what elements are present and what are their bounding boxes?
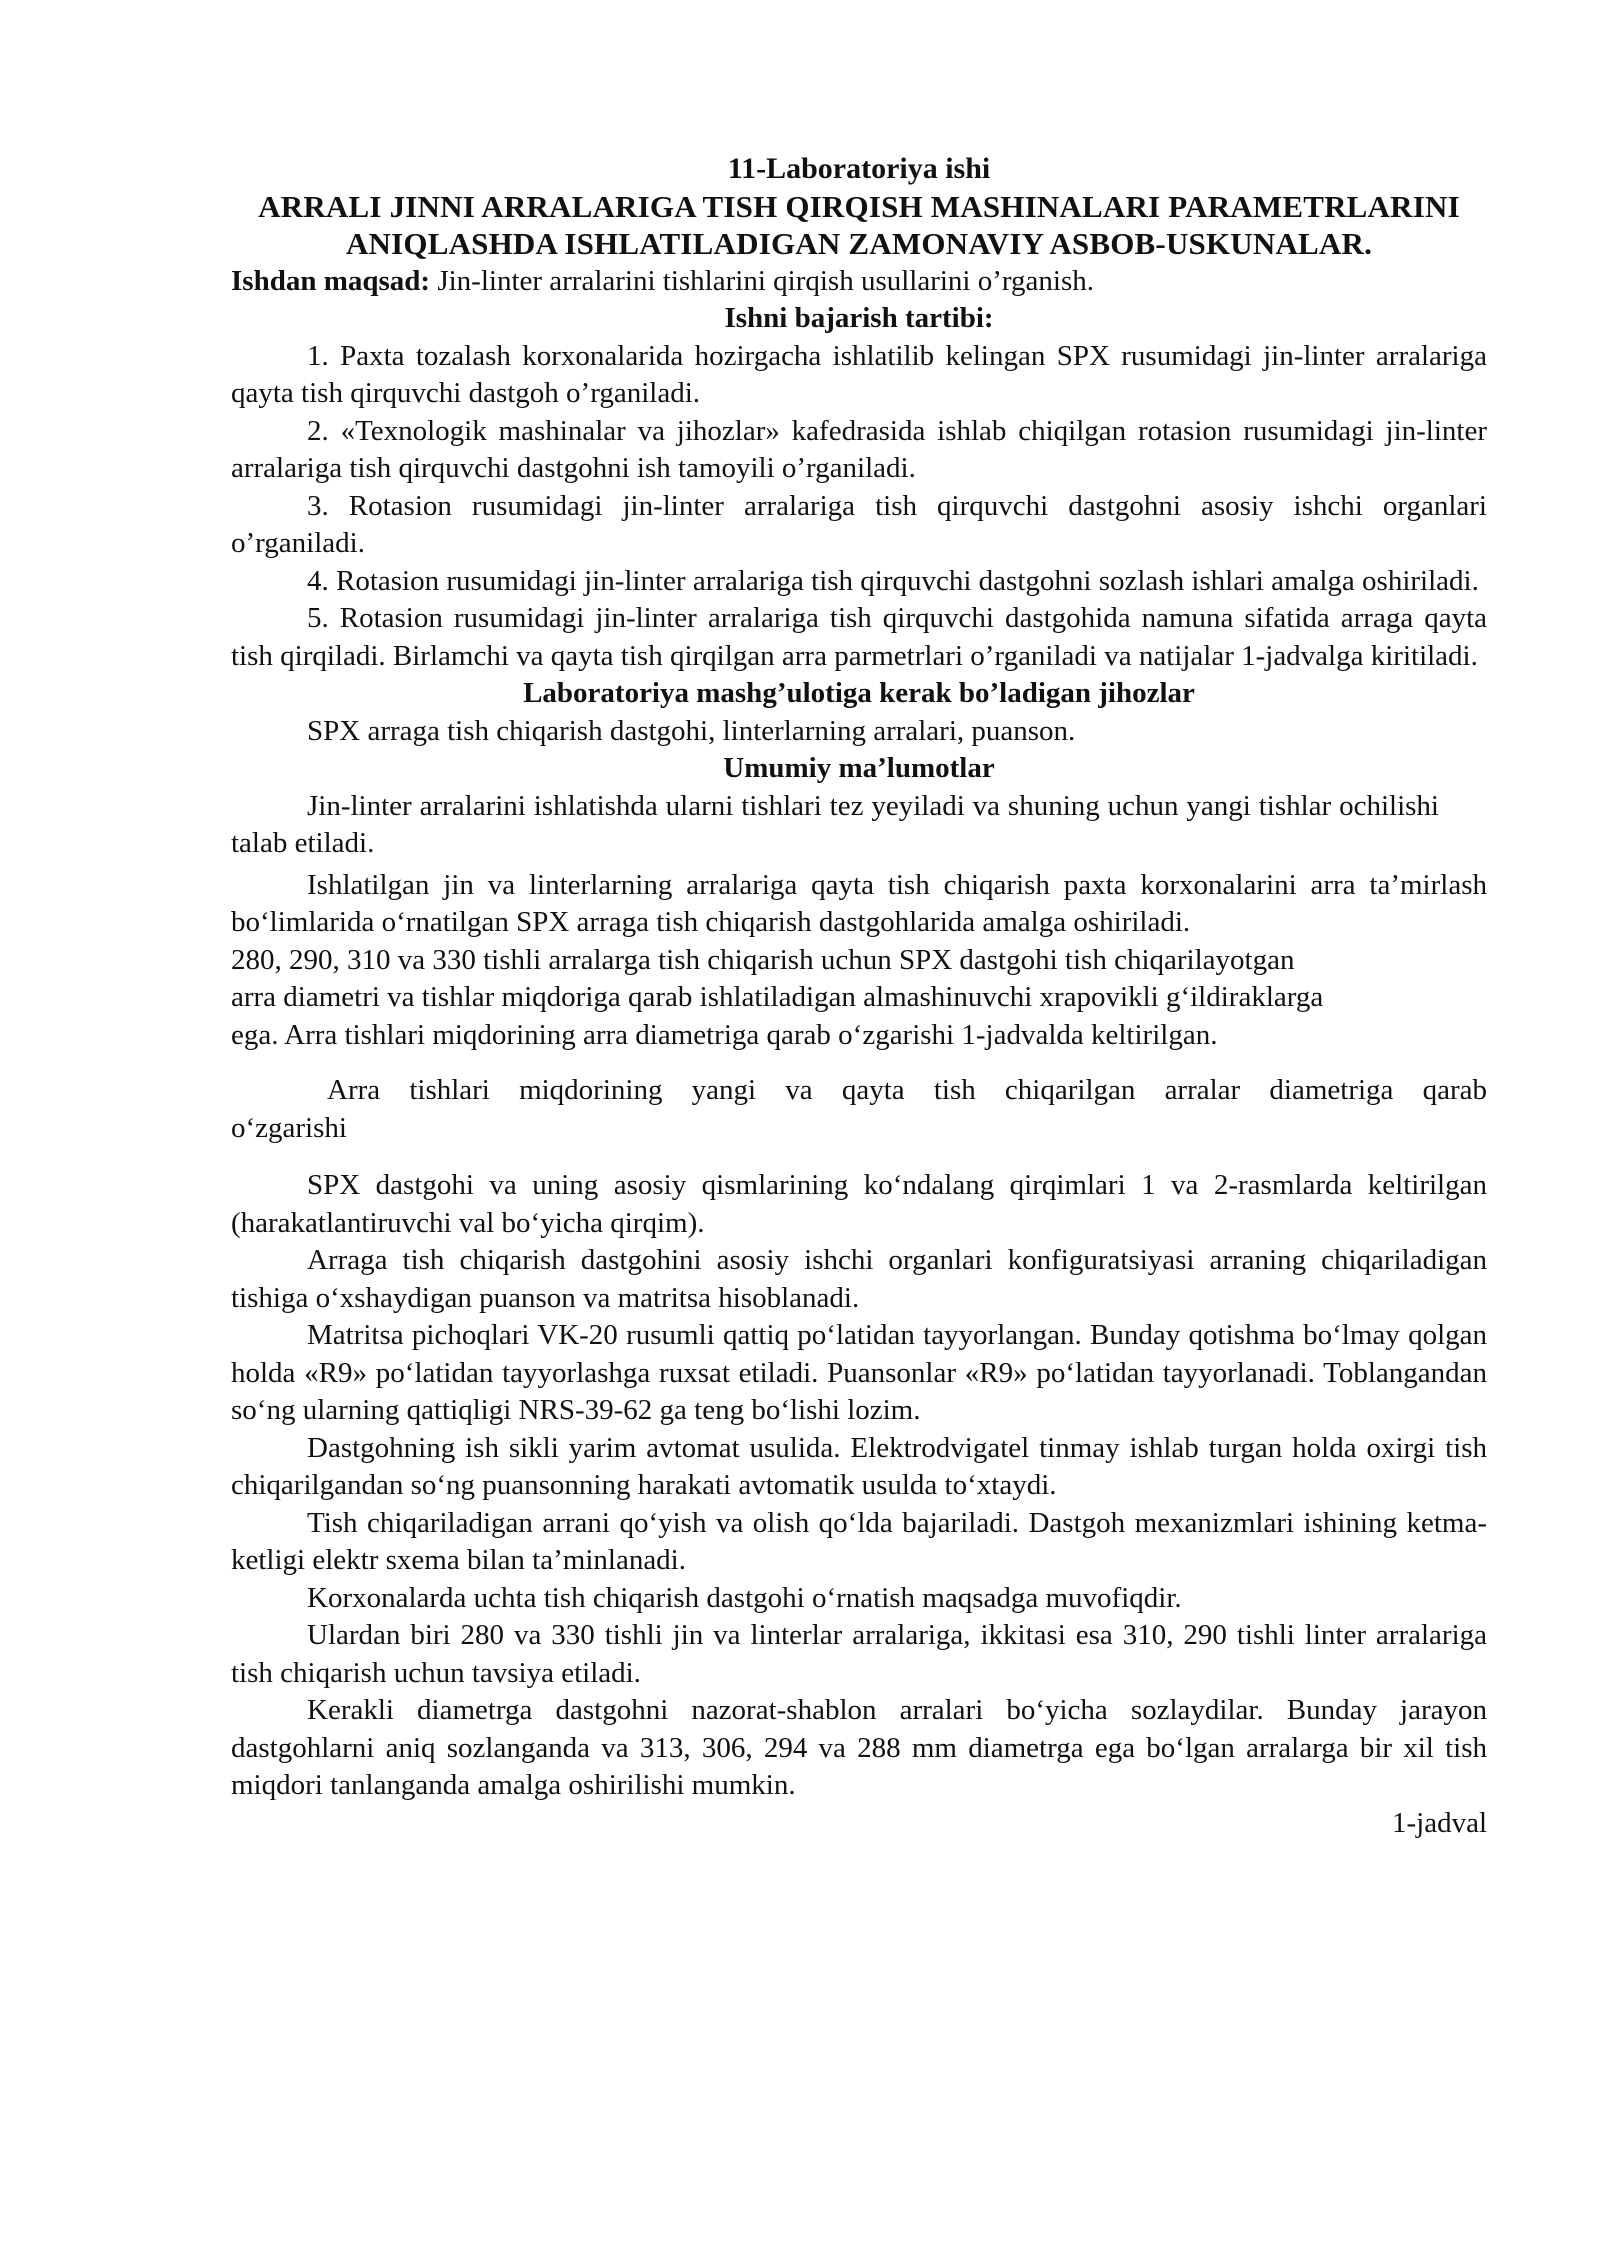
paragraph-3-line-3: ega. Arra tishlari miqdorining arra diametriga qarab o‘zgarishi 1-jadvalda keltirilgan. — [231, 1018, 1218, 1051]
paragraph-9: Korxonalarda uchta tish chiqarish dastgohi o‘rnatish maqsadga muvofiqdir. — [307, 1581, 1182, 1614]
general-heading: Umumiy ma’lumotlar — [723, 752, 995, 784]
step-2: 2. «Texnologik mashinalar va jihozlar» kafedrasida ishlab chiqilgan rotasion rusumidagi jin-linter arralariga tish qirquvchi dastgohni ish tamoyili o’rganiladi. — [231, 414, 1487, 484]
paragraph-3 — [193, 942, 1487, 1055]
step-3: 3. Rotasion rusumidagi jin-linter arralariga tish qirquvchi dastgohni asosiy ishchi organlari o’rganiladi. — [231, 489, 1487, 559]
paragraph-8: Tish chiqariladigan arrani qo‘yish va olish qo‘lda bajariladi. Dastgoh mexanizmlari ishining ketma-ketligi elektr sxema bilan ta’minlanadi. — [231, 1506, 1487, 1576]
paragraph-11: Kerakli diametrga dastgohni nazorat-shablon arralari bo‘yicha sozlaydilar. Bunday jarayon dastgohlarni aniq sozlanganda va 313, 306, 294 va 288 mm diametrga ega bo‘lgan arralarga bir xil tish miqdori tanlanganda amalga oshirilishi mumkin. — [231, 1694, 1487, 1801]
equipment-heading: Laboratoriya mashg’ulotiga kerak bo’ladigan jihozlar — [523, 677, 1195, 709]
step-5: 5. Rotasion rusumidagi jin-linter arralariga tish qirquvchi dastgohida namuna sifatida arraga qayta tish qirqiladi. Birlamchi va qayta tish qirqilgan arra parmetrlari o’rganiladi va natijalar 1-jadvalga kiritiladi. — [231, 602, 1487, 672]
table-caption: Arra tishlari miqdorining yangi va qayta tish chiqarilgan arralar diametriga qarab o‘zgarishi — [231, 1074, 1487, 1144]
paragraph-3-line-2: arra diametri va tishlar miqdoriga qarab ishlatiladigan almashinuvchi xrapovikli g‘ildiraklarga — [231, 981, 1324, 1013]
title-line-2: ANIQLASHDA ISHLATILADIGAN ZAMONAVIY ASBOB-USKUNALAR. — [345, 226, 1373, 261]
title-line-1: ARRALI JINNI ARRALARIGA TISH QIRQISH MASHINALARI PARAMETRLARINI — [258, 188, 1460, 224]
goal-paragraph — [231, 263, 1487, 301]
paragraph-1: Jin-linter arralarini ishlatishda ularni tishlari tez yeyiladi va shuning uchun yangi tishlar ochilishi talab etiladi. — [231, 789, 1439, 859]
table-label: 1-jadval — [1391, 1806, 1487, 1839]
step-4: 4. Rotasion rusumidagi jin-linter arralariga tish qirquvchi dastgohni sozlash ishlari amalga oshiriladi. — [307, 564, 1479, 597]
goal-label: Ishdan maqsad: — [231, 264, 431, 297]
paragraph-2: Ishlatilgan jin va linterlarning arralariga qayta tish chiqarish paxta korxonalarini arra ta’mirlash bo‘limlarida o‘rnatilgan SPX arraga tish chiqarish dastgohlarida amalga oshiriladi. — [231, 868, 1487, 938]
paragraph-7: Dastgohning ish sikli yarim avtomat usulida. Elektrodvigatel tinmay ishlab turgan holda oxirgi tish chiqarilgandan so‘ng puansonning harakati avtomatik usulda to‘xtaydi. — [231, 1431, 1487, 1501]
paragraph-10: Ulardan biri 280 va 330 tishli jin va linterlar arralariga, ikkitasi esa 310, 290 tishli linter arralariga tish chiqarish uchun tavsiya etiladi. — [231, 1619, 1487, 1689]
paragraph-3-line-1: 280, 290, 310 va 330 tishli arralarga tish chiqarish uchun SPX dastgohi tish chiqarilayotgan — [231, 943, 1295, 976]
step-1: 1. Paxta tozalash korxonalarida hozirgacha ishlatilib kelingan SPX rusumidagi jin-linter arralariga qayta tish qirquvchi dastgoh o’rganiladi. — [231, 339, 1487, 409]
procedure-heading: Ishni bajarish tartibi: — [724, 302, 994, 334]
document-page — [231, 150, 1487, 1842]
goal-text: Jin-linter arralarini tishlarini qirqish usullarini o’rganish. — [430, 264, 1094, 297]
paragraph-4: SPX dastgohi va uning asosiy qismlarining ko‘ndalang qirqimlari 1 va 2-rasmlarda keltirilgan (harakatlantiruvchi val bo‘yicha qirqim). — [231, 1169, 1487, 1239]
paragraph-6: Matritsa pichoqlari VK-20 rusumli qattiq po‘latidan tayyorlangan. Bunday qotishma bo‘lmay qolgan holda «R9» po‘latidan tayyorlashga ruxsat etiladi. Puansonlar «R9» po‘latidan tayyorlanadi. Toblangandan so‘ng ularning qattiqligi NRS-39-62 ga teng bo‘lishi lozim. — [231, 1319, 1487, 1426]
lab-number-heading: 11-Laboratoriya ishi — [727, 152, 991, 185]
equipment-text: SPX arraga tish chiqarish dastgohi, linterlarning arralari, puanson. — [307, 714, 1076, 747]
paragraph-5: Arraga tish chiqarish dastgohini asosiy ishchi organlari konfiguratsiyasi arraning chiqariladigan tishiga o‘xshaydigan puanson va matritsa hisoblanadi. — [231, 1244, 1487, 1314]
